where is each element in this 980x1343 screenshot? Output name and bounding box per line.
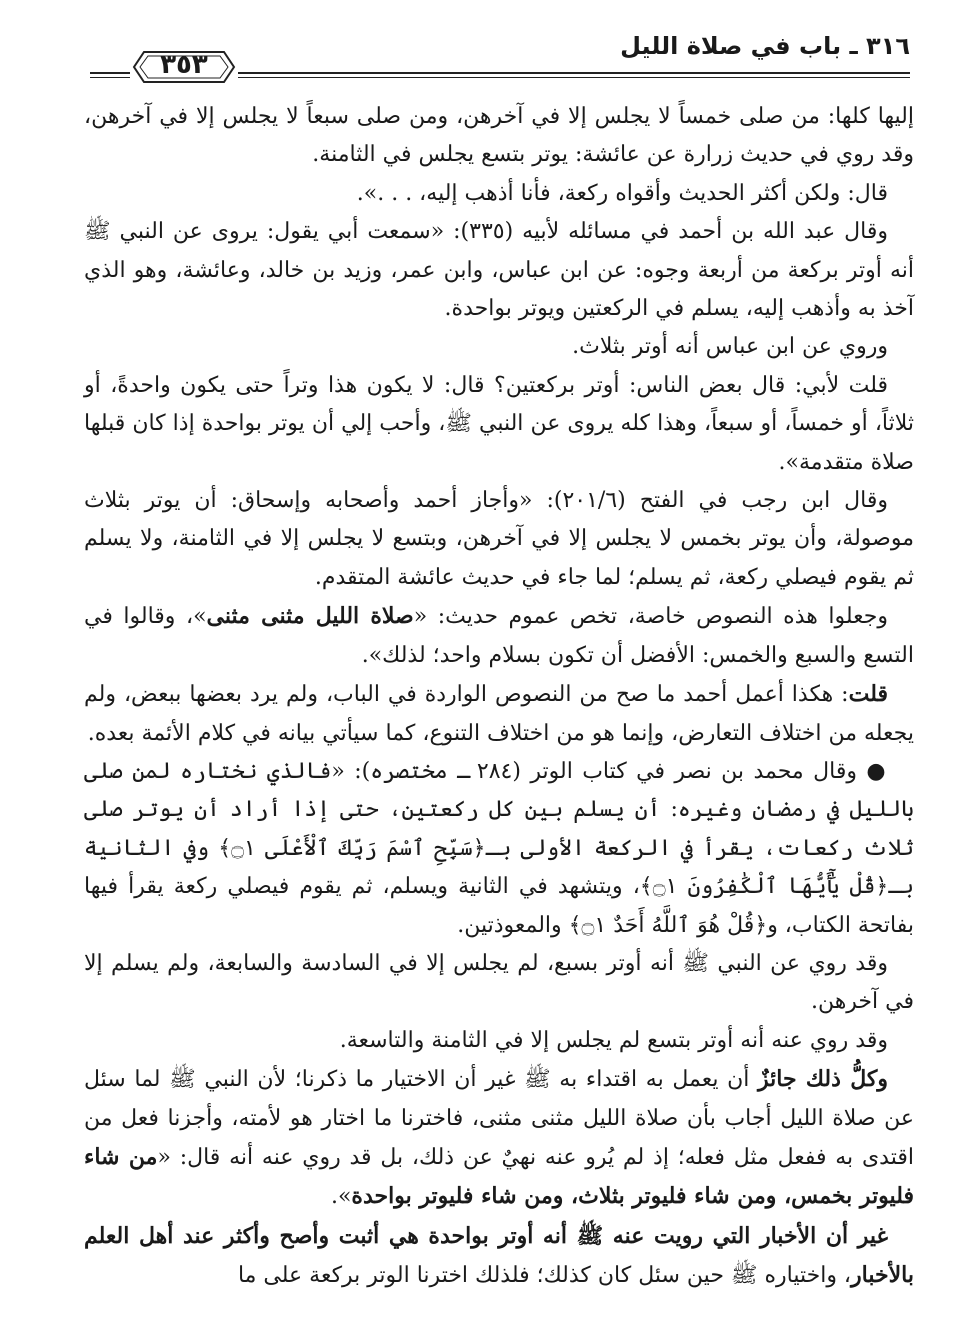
paragraph <box>84 753 914 945</box>
text-run: وقد روي عنه أنه أوتر بتسع لم يجلس إلا في الثامنة والتاسعة. <box>339 1027 888 1053</box>
text-run: وقال عبد الله بن أحمد في مسائله لأبيه (٣٣٥): «سمعت أبي يقول: يروى عن النبي ﷺ أنه أوتر بركعة من أربعة وجوه: عن ابن عباس، وابن عمر، وزيد بن خالد، وعائشة، وهو الذي آخذ به وأذهب إليه، يسلم في الركعتين ويوتر بواحدة. <box>84 219 914 322</box>
text-run: قلت لأبي: قال بعض الناس: أوتر بركعتين؟ قال: لا يكون هذا وتراً حتى يكون واحدةً، أو ثلاثاً، أو خمساً، أو سبعاً، وهذا كله يروى عن النبي ﷺ، وأحب إلي أن يوتر بواحدة إذا كان قبلها صلاة متقدمة». <box>84 372 914 475</box>
page-number-badge <box>130 48 238 86</box>
bold-text: قلت <box>848 681 888 708</box>
bold-text: غير أن الأخبار التي رويت عنه ﷺ أنه أوتر بواحدة هي أثبت وأصح وأكثر عند أهل العلم بالأخبار <box>84 1222 914 1289</box>
page-header <box>90 28 910 92</box>
paragraph <box>84 175 914 213</box>
text-run: أن يعمل به اقتداء به ﷺ غير أن الاختيار ما ذكرنا؛ لأن النبي ﷺ لما سئل عن صلاة الليل أجاب بأن صلاة الليل مثنى مثنى، فاخترنا ما اختار هو لأمته، وأجزنا فعل من اقتدى به ففعل مثل فعله؛ إذ لم يُرو عنه نهيٌ عن ذلك، بل قد روي عنه أنه قال: « <box>84 1067 914 1170</box>
page-number: ٣٥٣ <box>160 50 208 80</box>
page-body <box>84 98 914 1296</box>
text-run: وجعلوا هذه النصوص خاصة، تخص عموم حديث: « <box>413 604 888 630</box>
text-run: ، واختياره ﷺ حين سئل كان كذلك؛ فلذلك اخترنا الوتر بركعة على ما <box>237 1263 852 1289</box>
bold-text: صلاة الليل مثنى مثنى <box>206 603 414 630</box>
text-run: إليها كلها: من صلى خمساً لا يجلس إلا في آخرهن، ومن صلى سبعاً لا يجلس إلا في آخرهن، وقد روي في حديث زرارة عن عائشة: يوتر بتسع يجلس في الثامنة. <box>84 104 914 168</box>
bold-text: من شاء فليوتر بخمس، ومن شاء فليوتر بثلاث، ومن شاء فليوتر بواحدة <box>84 1143 914 1210</box>
chapter-title: ٣١٦ ـ باب في صلاة الليل <box>610 32 910 60</box>
text-run: »، وقالوا في التسع والسبع والخمس: الأفضل أن تكون بسلام واحد؛ لذلك». <box>84 604 914 668</box>
text-run: : هكذا أعمل أحمد ما صح من النصوص الواردة في الباب، ولم يرد بعضها ببعض، ولم يجعله من اختلاف التعارض، وإنما هو من اختلاف التنوع، كما سيأتي بيانه في كلام الأئمة بعده. <box>84 682 914 746</box>
paragraph <box>84 98 914 175</box>
bold-text: وكلُّ ذلك جائزٌ <box>758 1066 888 1093</box>
text-run: وقد روي عن النبي ﷺ أنه أوتر بسبع، لم يجلس إلا في السادسة والسابعة، ولم يسلم إلا في آخرهن. <box>84 950 914 1015</box>
paragraph <box>84 1217 914 1296</box>
text-run: وروي عن ابن عباس أنه أوتر بثلاث. <box>572 334 888 360</box>
paragraph <box>84 1022 914 1060</box>
paragraph <box>84 328 914 366</box>
paragraph <box>84 945 914 1022</box>
text-run: قال: ولكن أكثر الحديث وأقواه ركعة، فأنا أذهب إليه، . . .». <box>356 180 888 206</box>
paragraph <box>84 367 914 482</box>
paragraph <box>84 1060 914 1217</box>
paragraph <box>84 675 914 753</box>
paragraph <box>84 482 914 597</box>
text-run: وقال ابن رجب في الفتح (٢٠١/٦): «وأجاز أحمد وأصحابه وإسحاق: أن يوتر بثلاث موصولة، وأن يوتر بخمس لا يجلس إلا في آخرهن، وبتسع لا يجلس إلا في الثامنة، ولا يسلم ثم يقوم فيصلي ركعة، ثم يسلم؛ لما جاء في حديث عائشة المتقدم. <box>84 488 914 590</box>
paragraph <box>84 597 914 675</box>
text-run: ». <box>330 1184 352 1210</box>
text-run: ● وقال محمد بن نصر في كتاب الوتر (٢٨٤ ـ مختصره): «فالذي نختاره لمن صلى بالليل في رمضان وغيره: أن يسلم بين كل ركعتين، حتى إذا أراد أن يوتر صلى ثلاث ركعات، يقرأ في الركعة الأولى بـ﴿سَبِّحِ ٱسْمَ رَبِّكَ ٱلْأَعْلَى ۝١﴾ وفي الثانية بـ﴿قُلْ يَٰٓأَيُّهَا ٱلْكَٰفِرُونَ ۝١﴾، ويتشهد في الثانية ويسلم، ثم يقوم فيصلي ركعة يقرأ فيها بفاتحة الكتاب، و﴿قُلْ هُوَ ٱللَّهُ أَحَدٌ ۝١﴾ والمعوذتين. <box>84 758 915 938</box>
paragraph <box>84 213 914 328</box>
